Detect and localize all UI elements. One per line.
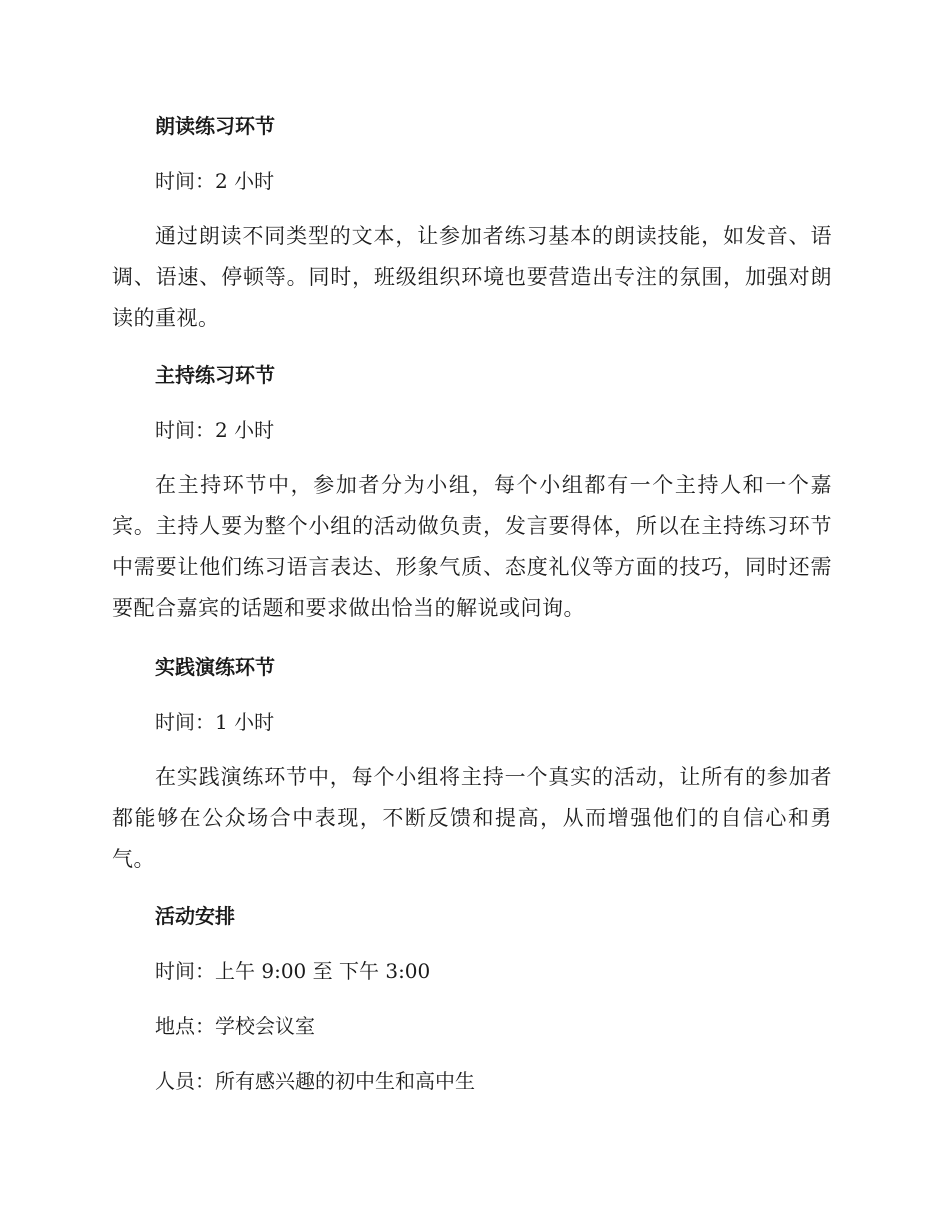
schedule-time-row — [112, 957, 832, 985]
section-hosting — [112, 361, 832, 389]
section-heading: 主持练习环节 — [155, 363, 275, 387]
section-paragraph: 在实践演练环节中，每个小组将主持一个真实的活动，让所有的参加者都能够在公众场合中表现，不断反馈和提高，从而增强他们的自信心和勇气。 — [112, 765, 832, 871]
section-time: 时间：2 小时 — [155, 169, 275, 193]
section-reading — [112, 112, 832, 140]
section-time: 时间：1 小时 — [155, 710, 275, 734]
schedule-people: 人员：所有感兴趣的初中生和高中生 — [155, 1069, 475, 1093]
section-hosting-time — [112, 416, 832, 444]
section-reading-time — [112, 167, 832, 195]
section-heading: 朗读练习环节 — [155, 114, 275, 138]
section-practice-body — [112, 757, 832, 880]
schedule-location: 地点：学校会议室 — [155, 1014, 315, 1038]
section-time: 时间：2 小时 — [155, 418, 275, 442]
section-reading-body — [112, 216, 832, 339]
section-practice — [112, 653, 832, 681]
section-heading: 实践演练环节 — [155, 655, 275, 679]
schedule-location-row — [112, 1012, 832, 1040]
schedule-people-row — [112, 1067, 832, 1095]
section-paragraph: 通过朗读不同类型的文本，让参加者练习基本的朗读技能，如发音、语调、语速、停顿等。同时，班级组织环境也要营造出专注的氛围，加强对朗读的重视。 — [112, 224, 832, 330]
schedule-time: 时间：上午 9:00 至 下午 3:00 — [155, 959, 431, 983]
section-practice-time — [112, 708, 832, 736]
schedule-section — [112, 902, 832, 930]
section-hosting-body — [112, 465, 832, 629]
schedule-heading: 活动安排 — [155, 904, 235, 928]
section-paragraph: 在主持环节中，参加者分为小组，每个小组都有一个主持人和一个嘉宾。主持人要为整个小组的活动做负责，发言要得体，所以在主持练习环节中需要让他们练习语言表达、形象气质、态度礼仪等方面的技巧，同时还需要配合嘉宾的话题和要求做出恰当的解说或问询。 — [112, 473, 832, 620]
